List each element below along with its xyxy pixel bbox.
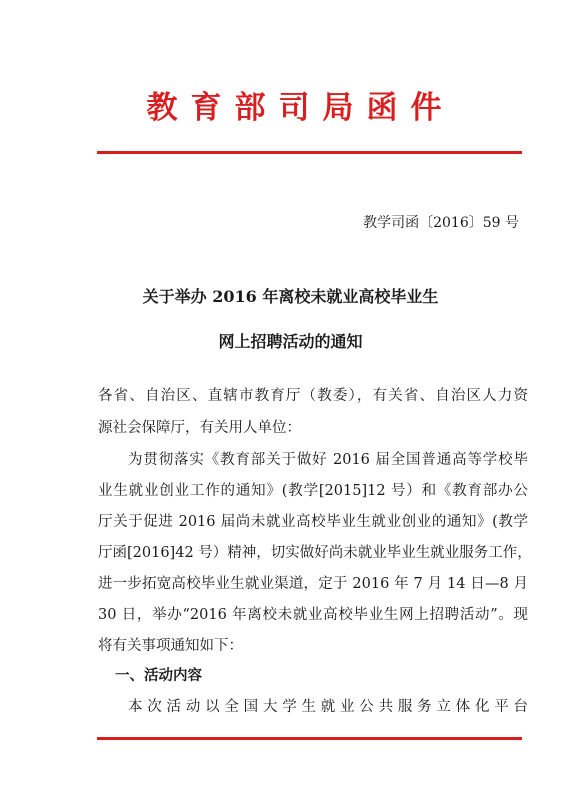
- footer-red-rule: [97, 737, 522, 740]
- paragraph-line: 厅函[2016]42 号）精神，切实做好尚未就业毕业生就业服务工作，: [98, 545, 532, 561]
- letterhead-red-rule: [97, 151, 522, 154]
- section-line: 本次活动以全国大学生就业公共服务立体化平台: [128, 699, 528, 715]
- paragraph-line: 为贯彻落实《教育部关于做好 2016 届全国普通高等学校毕: [128, 452, 528, 468]
- addressee-line-2: 源社会保障厅，有关用人单位：: [98, 420, 301, 436]
- letterhead-title: 教育部司局函件: [146, 90, 455, 126]
- paragraph-line: 将有关事项通知如下：: [98, 638, 243, 654]
- document-number: 教学司函〔2016〕59 号: [363, 215, 519, 231]
- notice-title-line-2: 网上招聘活动的通知: [218, 332, 363, 351]
- paragraph-line: 30 日，举办“2016 年离校未就业高校毕业生网上招聘活动”。现: [98, 607, 528, 623]
- addressee-line-1: 各省、自治区、直辖市教育厅（教委），有关省、自治区人力资: [98, 388, 528, 404]
- section-heading: 一、活动内容: [115, 668, 202, 684]
- paragraph-line: 厅关于促进 2016 届尚未就业高校毕业生就业创业的通知》(教学: [98, 514, 528, 530]
- notice-title-line-1: 关于举办 2016 年离校未就业高校毕业生: [142, 287, 439, 306]
- paragraph-line: 进一步拓宽高校毕业生就业渠道，定于 2016 年 7 月 14 日—8 月: [98, 576, 528, 592]
- paragraph-line: 业生就业创业工作的通知》(教学[2015]12 号）和《教育部办公: [98, 483, 528, 499]
